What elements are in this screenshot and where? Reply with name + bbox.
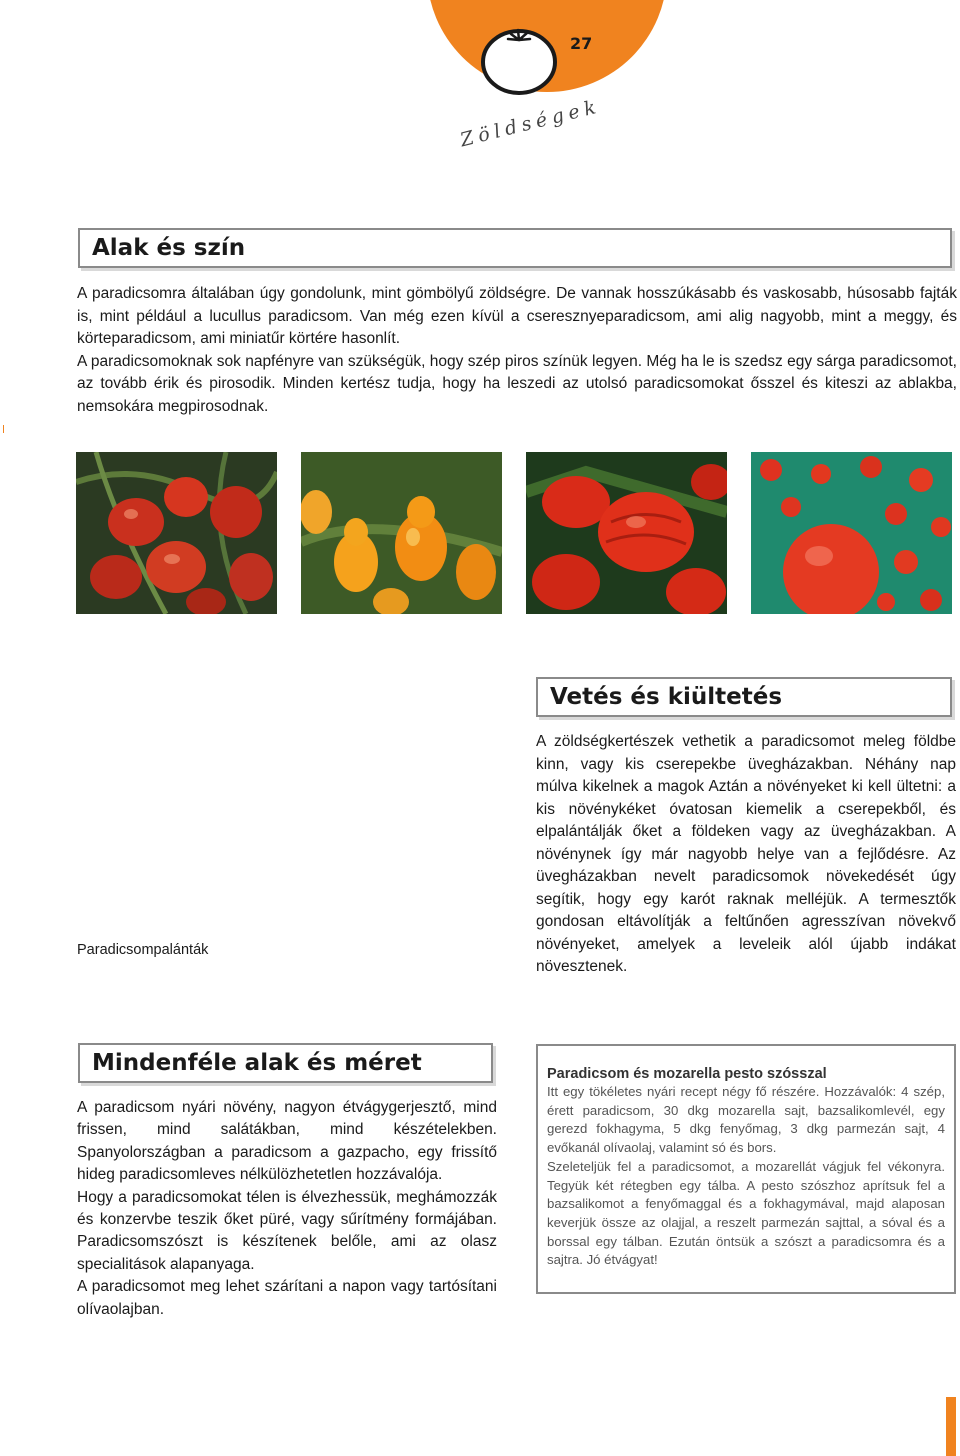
intro-paragraph-2: A paradicsomoknak sok napfényre van szükségük, hogy szép piros színük legyen. Még ha le is szedsz egy sárga paradicsomot, az tovább érik és pirosodik. Minden kertész tudja, hogy ha leszedi az utolsó paradicsomokat ősszel és kiteszi az ablakba, nemsokára megpirosodnak. [77, 352, 957, 415]
pear-tomato-photo [301, 452, 502, 614]
intro-paragraph-1: A paradicsomra általában úgy gondolunk, mint gömbölyű zöldségre. De vannak hosszúkásabb és vaskosabb, húsosabb fajták is, mint például a lucullus paradicsom. Van még ezen kívül a cseresznyeparadicsom, ami alig nagyobb, mint a meggy, és körteparadicsom, ami miniatűr körtére hasonlít. [77, 285, 957, 347]
recipe-box [536, 1044, 956, 1294]
page-number: 27 [570, 34, 593, 53]
section-heading-sowing: Vetés és kiültetés [536, 677, 952, 717]
photo-caption: Paradicsompalánták [77, 942, 209, 958]
shapes-paragraph-1: A paradicsom nyári növény, nagyon étvágygerjesztő, mind frissen, mind salátákban, mind készételekben. Spanyolországban a paradicsom a gazpacho, egy frissítő hideg paradicsomleves nélkülözhetetlen hozzávalója. [77, 1099, 497, 1184]
tomato-vine-photo [76, 452, 277, 614]
recipe-title: Paradicsom és mozarella pesto szósszal [547, 1066, 827, 1082]
shapes-paragraph-2: Hogy a paradicsomokat télen is élvezhessük, meghámozzák és konzervbe teszik őket püré, vagy sűrítmény formájában. Paradicsomszószt is készítenek belőle, ami az olasz specialitások alapanyaga. [77, 1188, 497, 1273]
beefsteak-tomato-photo [526, 452, 727, 614]
section-heading-shape-color: Alak és szín [78, 228, 952, 268]
section-heading-shapes-sizes: Mindenféle alak és méret [78, 1043, 493, 1083]
shapes-paragraph-3: A paradicsomot meg lehet szárítani a napon vagy tartósítani olívaolajban. [77, 1278, 497, 1318]
shapes-text [77, 1097, 497, 1321]
intro-text [77, 283, 957, 418]
recipe-paragraph-2: Szeleteljük fel a paradicsomot, a mozarellát vágjuk fel vékonyra. Tegyük két rétegben egy tálba. A pesto szószhoz aprítsuk fel a bazsalikomot a fenyőmaggal és a fokhagymával, majd alaposan keverjük össze az olajjal, a reszelt parmezán sajttal, a sóval és a borssal egy tálban. Ezután öntsük a szószt a paradicsomra és a sajtra. Jó étvágyat! [547, 1158, 945, 1268]
corner-accent-bar [946, 1397, 956, 1456]
recipe-paragraph-1: Itt egy tökéletes nyári recept négy fő részére. Hozzávalók: 4 szép, érett paradicsom, 30 dkg mozarella sajt, bazsalikomlevél, egy gerezd fokhagyma, 5 dkg fenyőmag, 3 dkg parmezán sajt, 4 evőkanál olívaolaj, valamint só és bors. [547, 1084, 945, 1156]
tomato-icon [478, 22, 560, 96]
margin-tick [3, 425, 4, 433]
cherry-tomato-photo [751, 452, 952, 614]
sowing-text: A zöldségkertészek vethetik a paradicsomot meleg földbe kinn, vagy kis cserepekbe üvegházakban. Néhány nap múlva kikelnek a magok Aztán a növényeket ki kell ültetni: a kis növénykéket óvatosan kiemelik a cserepekből, és elpalántálják őket a földeken vagy az üvegházakban. A növénynek így már nagyobb helye van a fejlődésre. Az üvegházakban nevelt paradicsomok növekedését úgy segítik, hogy egy karót raknak melléjük. A termesztők gondosan eltávolítják a feltűnően agresszívan növekvő növényeket, amelyek a leveleik alól újabb indákat növesztenek. [536, 733, 956, 975]
section-tag: Zöldségek [458, 95, 603, 152]
